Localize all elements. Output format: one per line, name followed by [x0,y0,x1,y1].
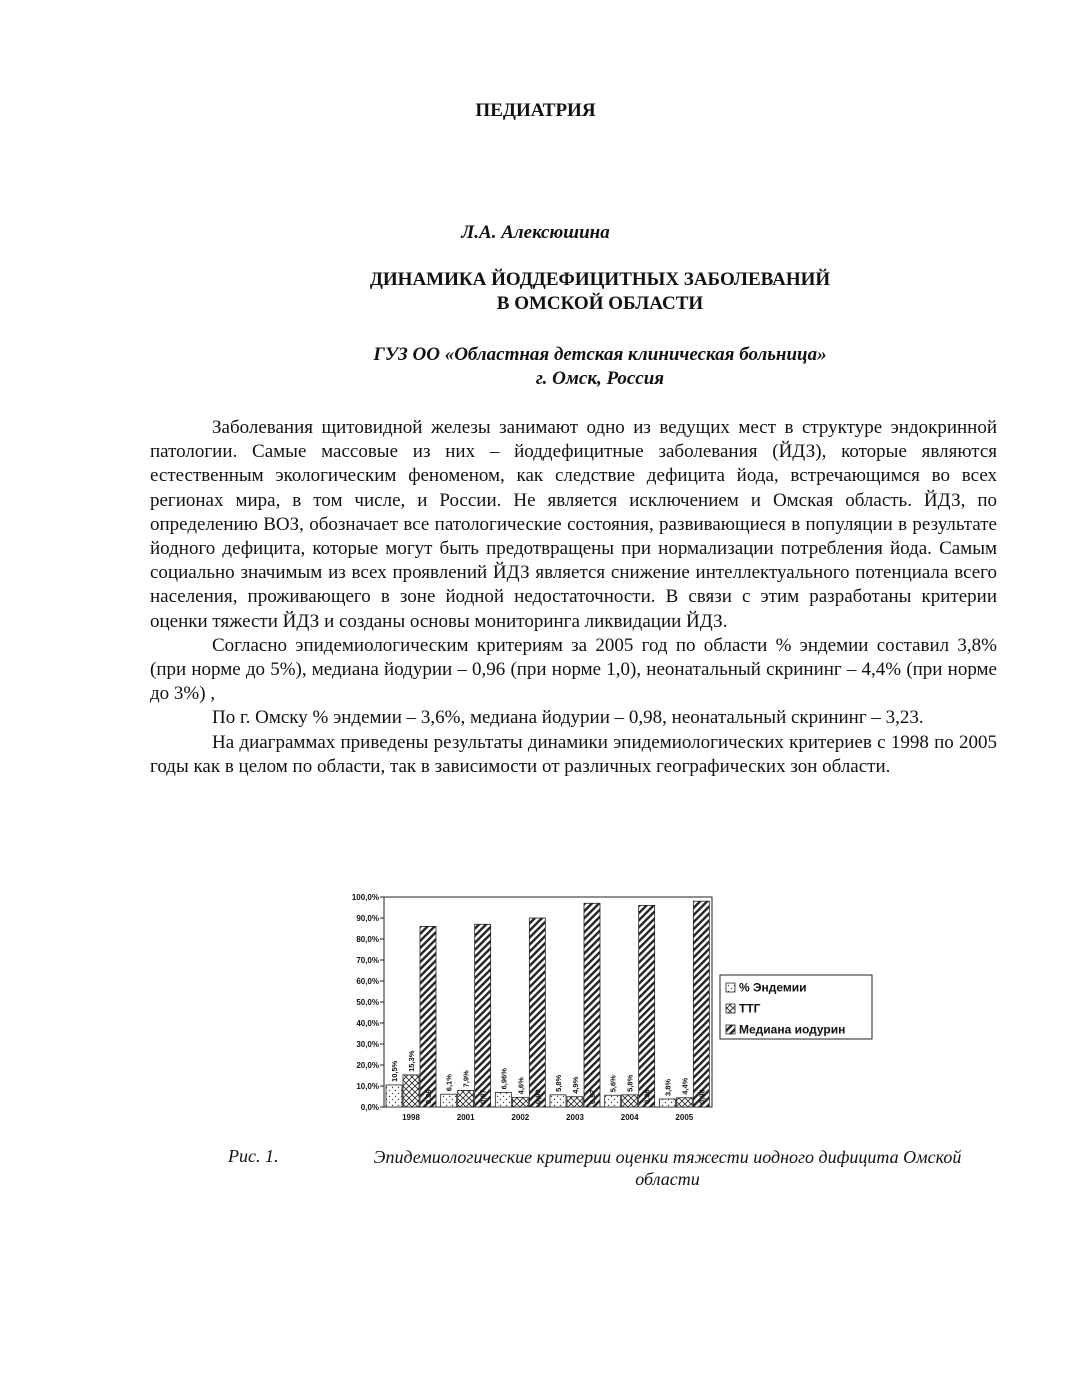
bar [584,903,600,1107]
paragraph-2: Согласно эпидемиологическим критериям за 2005 год по области % эндемии составил 3,8% (при норме до 5%), медиана йодурии – 0,96 (при норме 1,0), неонатальный скрининг – 4,4% (при норме до 3%) , [150,634,997,705]
figure-caption: Эпидемиологические критерии оценки тяжести иодного дифицита Омской области [373,1147,962,1189]
bar-chart [340,885,880,1130]
data-label: 6,96% [499,1068,509,1090]
data-label: 0,86 [424,1089,433,1104]
bar [529,918,545,1107]
y-tick-label: 50,0% [356,998,379,1007]
data-label: 4,6% [516,1077,526,1095]
data-label: 10,5% [390,1060,399,1082]
affiliation-line-1: ГУЗ ОО «Областная детская клиническая больница» [373,344,827,365]
bar [622,1095,638,1107]
bar [605,1095,621,1107]
y-tick-label: 70,0% [356,956,379,965]
title-line-1: ДИНАМИКА ЙОДДЕФИЦИТНЫХ ЗАБОЛЕВАНИЙ [369,269,831,290]
x-tick-label: 2001 [456,1113,475,1122]
title-line-2: В ОМСКОЙ ОБЛАСТИ [496,293,704,314]
chart-svg [340,885,880,1130]
bar [420,926,436,1107]
paragraph-1: Заболевания щитовидной железы занимают одно из ведущих мест в структуре эндокринной патологии. Самые массовые из них – йоддефицитные заболевания (ЙДЗ), которые являются естественным экологическим феноменом, как следствие дефицита йода, встречающимся во всех регионах мира, в том числе, и России. Не является исключением и Омская область. ЙДЗ, по определению ВОЗ, обозначает все патологические состояния, развивающиеся в популяции в результате йодного дефицита, которые могут быть предотвращены при нормализации потребления йода. Самым социально значимым из всех проявлений ЙДЗ является снижение интеллектуального потенциала всего населения, проживающего в зоне йодной недостаточности. В связи с этим разработаны критерии оценки тяжести ЙДЗ и созданы основы мониторинга ликвидации ЙДЗ. [150,417,997,632]
paragraph-3: По г. Омску % эндемии – 3,6%, медиана йодурии – 0,98, неонатальный скрининг – 3,23. [212,707,924,729]
bar [550,1095,566,1107]
data-label: 0,90 [533,1089,543,1104]
data-label: 4,9% [571,1076,580,1094]
y-tick-label: 30,0% [356,1040,379,1049]
article-body [150,416,997,779]
bar [475,924,491,1107]
x-tick-label: 2004 [620,1113,639,1122]
affiliation [250,343,950,391]
data-label: 3,8% [663,1078,673,1097]
paragraph-4: На диаграммах приведены результаты динамики эпидемиологических критериев с 1998 по 2005 годы как в целом по области, так в зависимости от различных географических зон области. [150,731,997,777]
bar [567,1097,583,1107]
section-heading: ПЕДИАТРИЯ [475,100,596,121]
data-label: 0,97 [588,1089,597,1104]
y-tick-label: 60,0% [356,977,379,986]
data-label: 15,3% [407,1050,416,1072]
x-tick-label: 1998 [402,1113,420,1122]
legend-swatch [726,1004,735,1013]
legend-swatch [726,983,735,992]
x-tick-label: 2002 [511,1113,530,1122]
x-tick-label: 2003 [566,1113,584,1122]
data-label: 4,4% [680,1077,690,1095]
y-tick-label: 40,0% [356,1019,379,1028]
bar [676,1098,692,1107]
bar [441,1094,457,1107]
y-tick-label: 80,0% [356,935,379,944]
bar [639,905,655,1107]
y-tick-label: 0,0% [360,1103,379,1112]
data-label: 5,8% [554,1074,563,1092]
data-label: 7,9% [461,1070,471,1088]
bar [458,1090,474,1107]
y-tick-label: 90,0% [356,914,379,923]
data-label: 6,1% [444,1074,454,1092]
data-label: 0,98 [697,1089,707,1104]
affiliation-line-2: г. Омск, Россия [535,368,665,389]
y-tick-label: 10,0% [356,1082,379,1091]
bar [512,1097,528,1107]
data-label: 5,8% [625,1074,635,1092]
author-name: Л.А. Алексюшина [461,222,610,243]
legend-swatch [726,1025,735,1034]
figure-label: Рис. 1. [228,1146,279,1166]
x-tick-label: 2005 [675,1113,694,1122]
legend-label: % Эндемии [739,980,807,995]
data-label: 5,6% [608,1075,618,1093]
data-label: 0,87 [478,1089,488,1104]
bar [403,1075,419,1107]
legend-label: Медиана иодурин [739,1022,846,1037]
article-title [300,268,900,316]
data-label: 0,96 [642,1089,652,1104]
bar [386,1085,402,1107]
bar [495,1092,511,1107]
bar [659,1099,675,1107]
bar [693,901,709,1107]
y-tick-label: 20,0% [356,1061,379,1070]
legend-label: ТТГ [739,1001,761,1016]
y-tick-label: 100,0% [351,893,379,902]
